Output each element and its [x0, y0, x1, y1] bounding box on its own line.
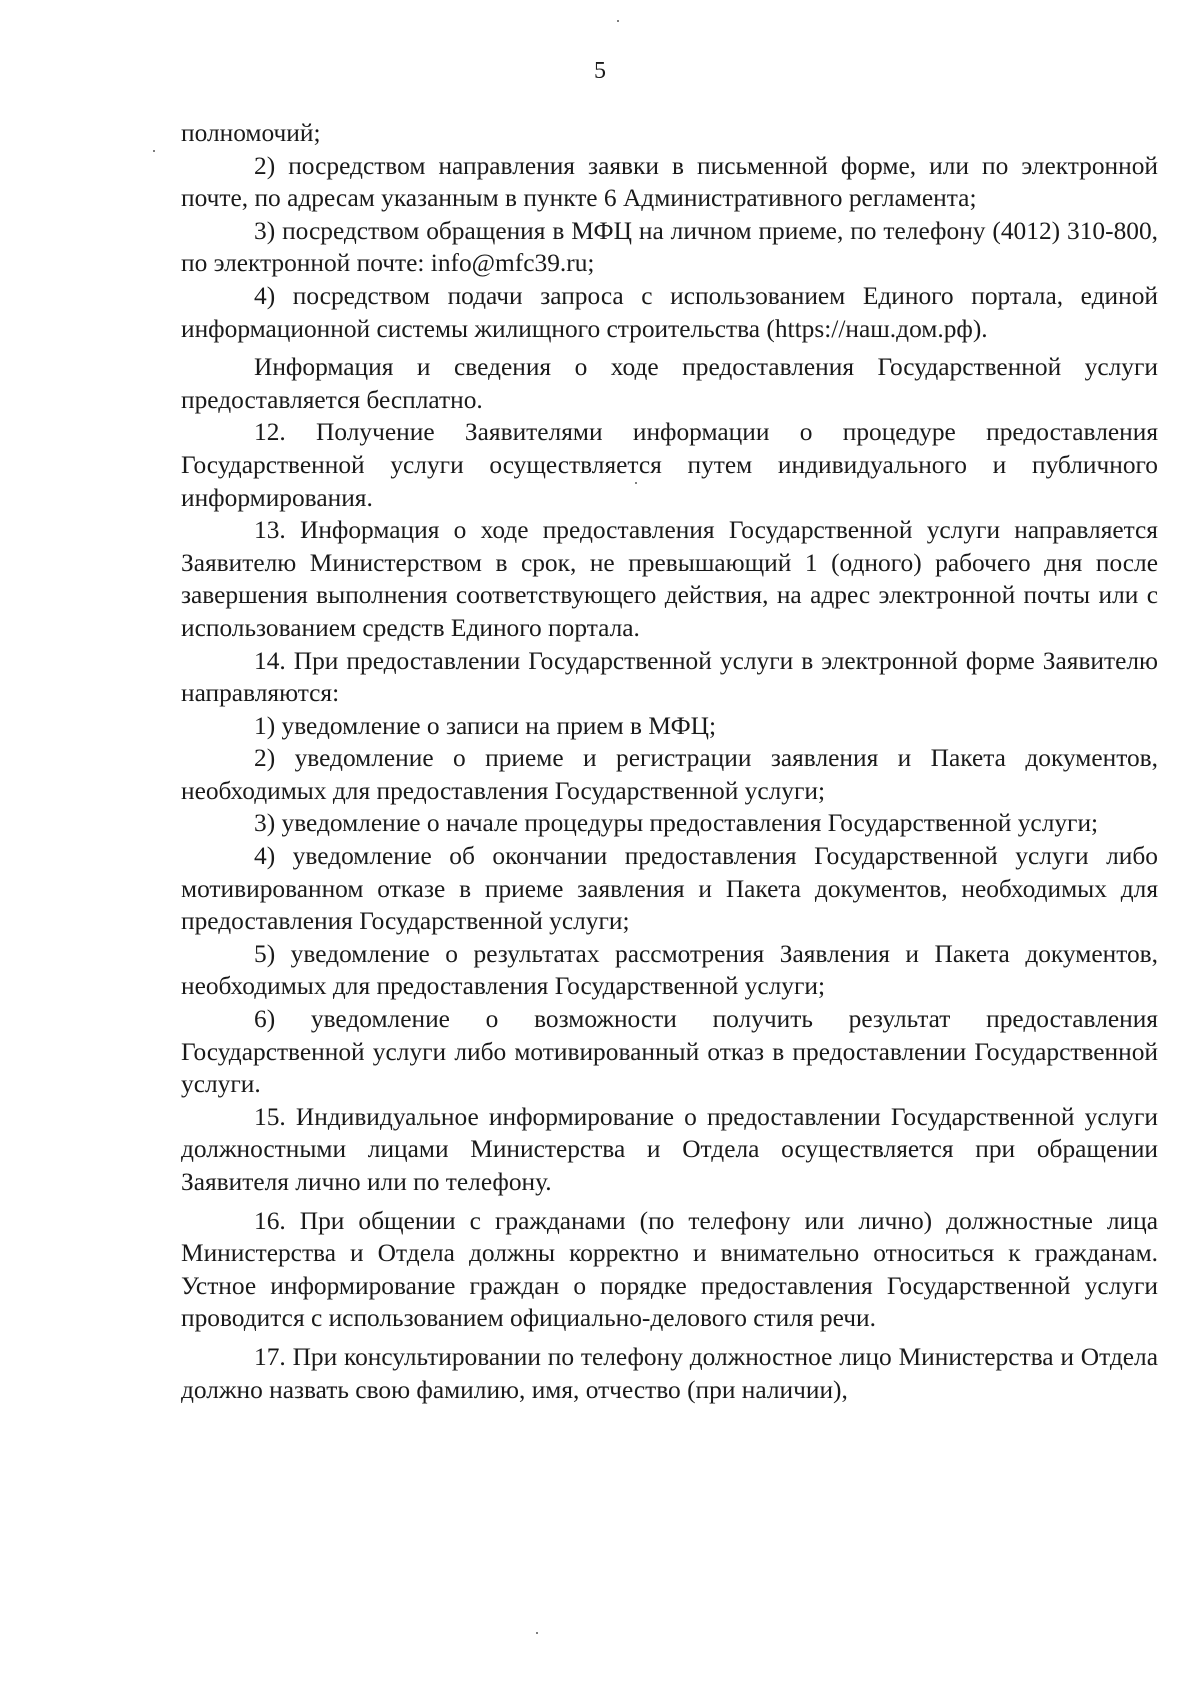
scan-speck	[635, 482, 637, 484]
clause-16: 16. При общении с гражданами (по телефону или лично) должностные лица Министерства и Отдела должны корректно и внимательно относиться к гражданам. Устное информирование граждан о порядке предоставления Государственной услуги проводится с использованием официально-делового стиля речи.	[181, 1206, 1158, 1333]
clause-17: 17. При консультировании по телефону должностное лицо Министерства и Отдела должно назвать свою фамилию, имя, отчество (при наличии),	[181, 1342, 1158, 1404]
list-item-4: 4) посредством подачи запроса с использованием Единого портала, единой информационной системы жилищного строительства (https://наш.дом.рф).	[181, 281, 1158, 343]
clause-13: 13. Информация о ходе предоставления Государственной услуги направляется Заявителю Министерством в срок, не превышающий 1 (одного) рабочего дня после завершения выполнения соответствующего действия, на адрес электронной почты или с использованием средств Единого портала.	[181, 516, 1158, 642]
document-body	[181, 117, 1158, 1406]
list-item-2: 2) посредством направления заявки в письменной форме, или по электронной почте, по адресам указанным в пункте 6 Административного регламента;	[181, 151, 1158, 213]
clause-14-item-2: 2) уведомление о приеме и регистрации заявления и Пакета документов, необходимых для предоставления Государственной услуги;	[181, 744, 1158, 805]
clause-15: 15. Индивидуальное информирование о предоставлении Государственной услуги должностными лицами Министерства и Отдела осуществляется при обращении Заявителя лично или по телефону.	[181, 1102, 1158, 1196]
list-item-3: 3) посредством обращения в МФЦ на личном приеме, по телефону (4012) 310-800, по электронной почте: info@mfc39.ru;	[181, 216, 1158, 278]
clause-14-item-3: 3) уведомление о начале процедуры предоставления Государственной услуги;	[254, 809, 1099, 838]
clause-14-item-6: 6) уведомление о возможности получить результат предоставления Государственной услуги либо мотивированный отказ в предоставлении Государственной услуги.	[181, 1005, 1158, 1099]
clause-14-item-1: 1) уведомление о записи на прием в МФЦ;	[254, 711, 717, 740]
scan-speck	[617, 20, 619, 22]
scan-speck	[153, 150, 155, 152]
paragraph-continuation: полномочий;	[181, 119, 321, 147]
paragraph-info-free: Информация и сведения о ходе предоставления Государственной услуги предоставляется бесплатно.	[181, 353, 1158, 414]
clause-12: 12. Получение Заявителями информации о процедуре предоставления Государственной услуги осуществляется путем индивидуального и публичного информирования.	[181, 418, 1158, 512]
page-number: 5	[594, 58, 606, 84]
clause-14: 14. При предоставлении Государственной услуги в электронной форме Заявителю направляются:	[181, 646, 1158, 708]
clause-14-item-4: 4) уведомление об окончании предоставления Государственной услуги либо мотивированном отказе в приеме заявления и Пакета документов, необходимых для предоставления Государственной услуги;	[181, 842, 1158, 936]
clause-14-item-5: 5) уведомление о результатах рассмотрения Заявления и Пакета документов, необходимых для предоставления Государственной услуги;	[181, 939, 1158, 1001]
scan-speck	[536, 1632, 538, 1634]
